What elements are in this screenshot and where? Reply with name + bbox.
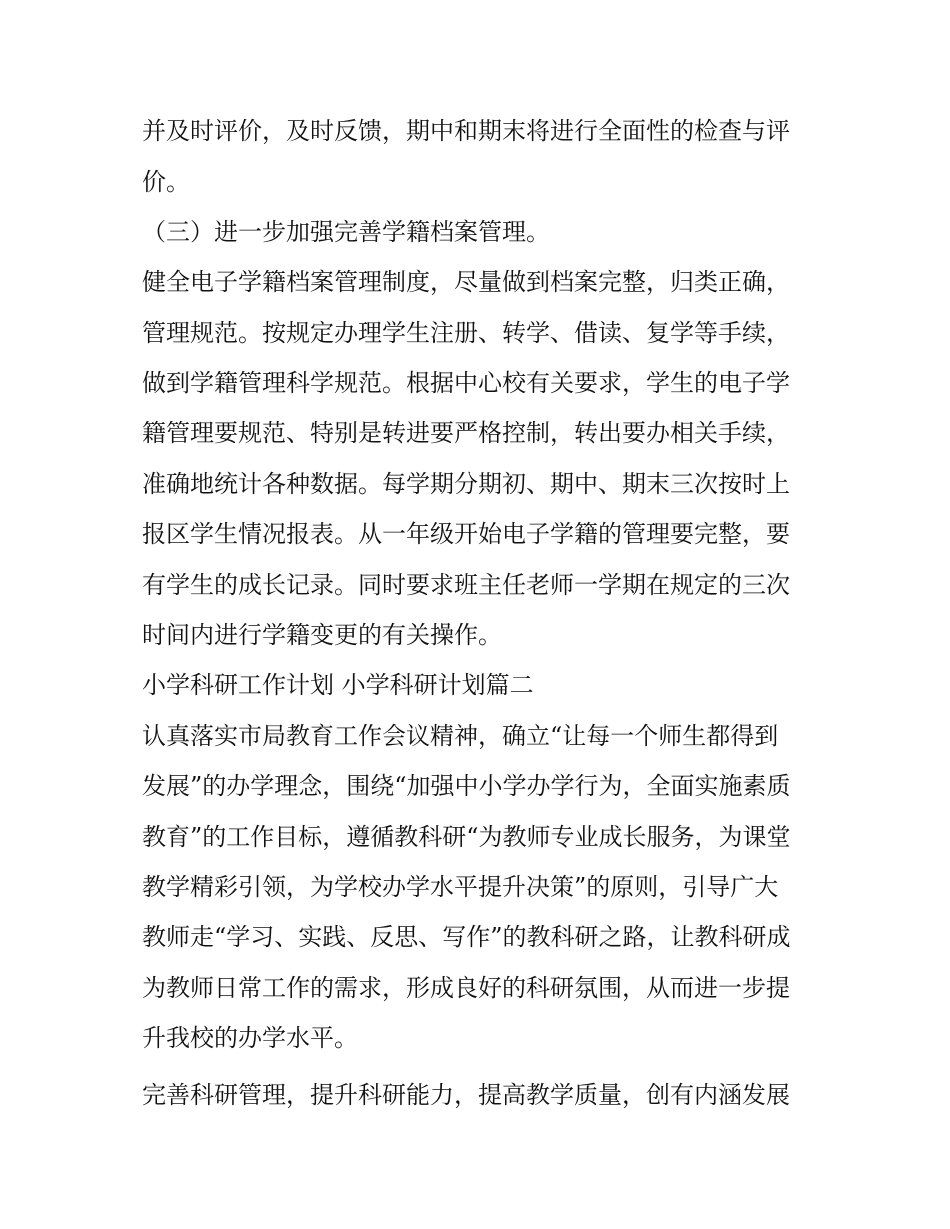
text-line: 管理规范。按规定办理学生注册、转学、借读、复学等手续，: [142, 319, 790, 347]
text-line: 教育”的工作目标，遵循教科研“为教师专业成长服务，为课堂: [142, 823, 791, 851]
text-line: 做到学籍管理科学规范。根据中心校有关要求，学生的电子学: [142, 369, 790, 397]
text-line: 报区学生情况报表。从一年级开始电子学籍的管理要完整，要: [142, 520, 790, 548]
text-line: 并及时评价，及时反馈，期中和期末将进行全面性的检查与评: [142, 117, 790, 145]
text-line: 教师走“学习、实践、反思、写作”的教科研之路，让教科研成: [142, 923, 791, 951]
text-line: 时间内进行学籍变更的有关操作。: [142, 621, 502, 649]
text-line: 籍管理要规范、特别是转进要严格控制，转出要办相关手续，: [142, 419, 790, 447]
text-line: 健全电子学籍档案管理制度，尽量做到档案完整，归类正确，: [142, 268, 790, 296]
text-line: 价。: [142, 168, 190, 196]
text-line: 发展”的办学理念，围绕“加强中小学办学行为，全面实施素质: [142, 772, 791, 800]
text-line: 准确地统计各种数据。每学期分期初、期中、期末三次按时上: [142, 470, 790, 498]
text-line: 完善科研管理，提升科研能力，提高教学质量，创有内涵发展: [142, 1081, 790, 1109]
text-line: 认真落实市局教育工作会议精神，确立“让每一个师生都得到: [142, 722, 779, 750]
section-heading: （三）进一步加强完善学籍档案管理。: [142, 218, 550, 246]
section-title: 小学科研工作计划 小学科研计划篇二: [142, 671, 534, 699]
text-line: 为教师日常工作的需求，形成良好的科研氛围，从而进一步提: [142, 974, 790, 1002]
text-line: 升我校的办学水平。: [142, 1024, 358, 1052]
text-line: 有学生的成长记录。同时要求班主任老师一学期在规定的三次: [142, 571, 790, 599]
text-line: 教学精彩引领，为学校办学水平提升决策”的原则，引导广大: [142, 873, 779, 901]
